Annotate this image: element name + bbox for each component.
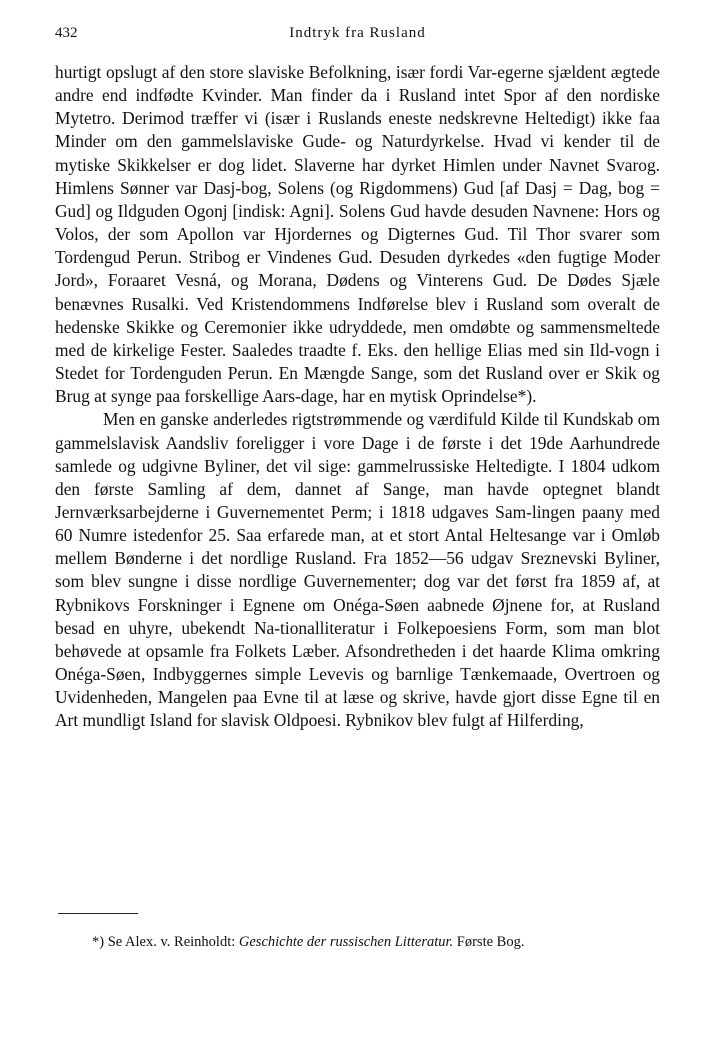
page-number: 432: [55, 25, 78, 41]
footnote: [92, 932, 660, 952]
footnote-suffix: Første Bog.: [456, 934, 525, 950]
footnote-prefix: Se Alex. v. Reinholdt:: [107, 934, 236, 950]
paragraph-2: Men en ganske anderledes rigtstrømmende og værdifuld Kilde til Kundskab om gammelslavisk Aandsliv foreligger i vore Dage i de første i det 19de Aarhundrede samlede og udgivne Byliner, det vil sige: gammelrussiske Heltedigte. I 1804 udkom den første Samling af dem, dannet af Sange, man havde optegnet blandt Jernværksarbejderne i Guvernementet Perm; i 1818 udgaves Sam-lingen paany med 60 Numre istedenfor 25. Saa erfarede man, at et stort Antal Heltesange var i Omløb mellem Bønderne i det nordlige Rusland. Fra 1852—56 udgav Sreznevski Byliner, som blev sungne i disse nordlige Guvernementer; dog var det først fra 1859 af, at Rybnikovs Forskninger i Egnene om Onéga-Søen aabnede Øjnene for, at Rusland besad en uhyre, ubekendt Na-tionalliteratur i Folkepoesiens Form, som man blot behøvede at opsamle fra Folkets Læber. Afsondretheden i det haarde Klima omkring Onéga-Søen, Indbyggernes simple Levevis og barnlige Tænkemaade, Overtroen og Uvidenheden, Mangelen paa Evne til at læse og skrive, havde gjort disse Egne til en Art mundligt Island for slavisk Oldpoesi. Rybnikov blev fulgt af Hilferding,: [55, 409, 660, 731]
footnote-marker: *): [92, 934, 105, 950]
body-text: [55, 61, 660, 733]
page-header: [55, 21, 660, 45]
running-title: Indtryk fra Rusland: [289, 25, 426, 41]
footnote-book-title: Geschichte der russischen Litteratur.: [238, 934, 454, 950]
paragraph-1: hurtigt opslugt af den store slaviske Befolkning, især fordi Var-egerne sjældent ægtede andre end indfødte Kvinder. Man finder da i Rusland intet Spor af den nordiske Mytetro. Derimod træffer vi (især i Ruslands eneste nedskrevne Heltedigt) ikke faa Minder om den gammelslaviske Gude- og Naturdyrkelse. Hvad vi kender til de mytiske Skikkelser er dog lidet. Slaverne har dyrket Himlen under Navnet Svarog. Himlens Sønner var Dasj-bog, Solens (og Rigdommens) Gud [af Dasj = Dag, bog = Gud] og Ildguden Ogonj [indisk: Agni]. Solens Gud havde desuden Navnene: Hors og Volos, der som Apollon var Hjordernes og Digternes Gud. Til Thor svarer som Tordengud Perun. Stribog er Vindenes Gud. Desuden dyrkedes «den fugtige Moder Jord», Foraaret Vesná, og Morana, Dødens og Vinterens Gud. De Dødes Sjæle benævnes Rusalki. Ved Kristendommens Indførelse blev i Rusland som overalt de hedenske Skikke og Ceremonier ikke udryddede, men omdøbte og sammensmeltede med de kirkelige Fester. Saaledes traadte f. Eks. den hellige Elias med sin Ild-vogn i Stedet for Tordenguden Perun. En Mængde Sange, som det Rusland over er Skik og Brug at synge paa forskellige Aars-dage, har en mytisk Oprindelse*).: [55, 62, 660, 407]
footnote-rule: [58, 913, 138, 914]
